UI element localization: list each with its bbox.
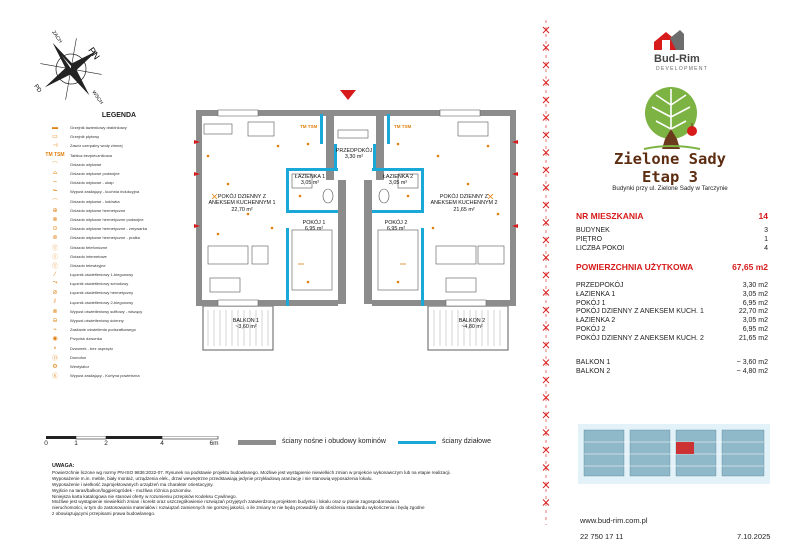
room-area-value: 3,30 m2	[742, 282, 768, 289]
legend-item	[44, 187, 194, 196]
legend-label: Przycisk dzwonka	[70, 336, 102, 342]
scale-tick: 1	[74, 440, 78, 447]
project-title	[590, 150, 750, 186]
floor-plan	[188, 84, 523, 354]
legend-title: LEGENDA	[101, 112, 137, 119]
sealed-double-socket-icon: ⊗	[52, 216, 58, 223]
room-area-value: 3,05 m2	[742, 290, 768, 298]
compass-e: WSCH	[90, 89, 105, 106]
legend-item	[44, 362, 194, 371]
scale-tick: 4	[160, 440, 164, 447]
room-area-label: PRZEDPOKÓJ	[576, 282, 624, 289]
legend-label: Wentylator	[70, 363, 90, 369]
legend-label: Łącznik oświetleniowy 1-biegunowy	[70, 272, 134, 278]
fuse-box-label-1: TM TSM	[300, 124, 318, 129]
legend-item	[44, 261, 194, 270]
wall-swatch-load-bearing	[238, 440, 276, 445]
room-area-label: ŁAZIENKA 2	[576, 317, 616, 325]
room-area-row	[576, 335, 768, 343]
legend-label: Gniazdo wtykowe - okap	[70, 180, 114, 186]
legend-label: Zasilanie oświetlenia podszafkowego	[70, 327, 136, 333]
site-plan-highlight	[676, 442, 694, 454]
project-title-line-1: Zielone Sady	[614, 150, 726, 168]
compass-n: PN	[86, 45, 102, 62]
brand-name: Bud-Rim	[654, 53, 700, 65]
legend-item	[44, 151, 194, 160]
wall-label-load-bearing: ściany nośne i obudowy kominów	[282, 438, 386, 445]
internet-socket-icon: Ⓘ	[51, 254, 58, 261]
legend-label: Gniazdo wtykowe hermetyczne podwójne	[70, 216, 144, 222]
info-value: 4	[764, 245, 768, 252]
room-balkon-2	[459, 318, 485, 331]
legend-item	[44, 160, 194, 169]
room-area: 3,05 m²	[300, 180, 320, 187]
usable-area-value: 67,65 m2	[732, 262, 768, 272]
room-area-row	[576, 308, 768, 316]
fan-icon: ⚙	[52, 363, 58, 370]
info-row-pietro	[576, 236, 768, 244]
room-name: ŁAZIENKA 1	[294, 174, 326, 180]
room-area-row	[576, 291, 768, 299]
room-name: ŁAZIENKA 2	[382, 174, 414, 180]
note-line: Możliwe jest wystąpienie niewielkich zmian i korekt oraz uszczegółowienie rozwiązań przyjętych zatwierdzoną projektem budynku i lokalu oraz w planie zagospodarowania	[52, 499, 399, 505]
room-area: 21,65 m²	[453, 206, 475, 213]
legend-label: Gniazdo wtykowe hermetyczne - zmywarka	[70, 226, 147, 232]
intercom-icon: Ⓓ	[51, 355, 58, 362]
balcony-area-label: BALKON 2	[576, 368, 611, 375]
note-line: Powierzchnie liczone wg normy PN-ISO 9836:2022-07. Rysunek na podstawie projektu budowlanego. Możliwe jest wystąpienie niewielkich zmian w projekcie wykonawczym lub na etapie realizacji.	[52, 469, 451, 475]
floor-plan-drawing	[188, 84, 523, 354]
legend-item	[44, 215, 194, 224]
scale-bar	[40, 436, 220, 456]
footer-url[interactable]: www.bud-rim.com.pl	[580, 516, 648, 525]
phone-socket-icon: Ⓣ	[51, 245, 58, 252]
legend-item	[44, 307, 194, 316]
info-label: LICZBA POKOI	[576, 245, 625, 252]
room-name-line: ANEKSEM KUCHENNYM 2	[430, 200, 498, 207]
room-dzienny-2	[430, 194, 497, 213]
room-name-line: POKÓJ DZIENNY Z	[439, 194, 489, 200]
footer-date: 7.10.2025	[737, 532, 771, 541]
legend-item	[44, 316, 194, 325]
room-area-row	[576, 317, 768, 325]
info-value: 1	[764, 236, 768, 243]
note-line: nieruchomości, w tym do zastosowania materiałów i rozwiązań zamiennych nie gorszej jakości, o ile zmiany te nie będą prowadziły do obniżenia standardu wykończenia i będą zgodne	[52, 505, 425, 511]
balcony-area-row	[576, 359, 768, 367]
note-line: Niniejsza karta katalogowa nie stanowi oferty w rozumieniu przepisów Kodeksu Cywilnego.	[52, 493, 237, 499]
room-area-label: POKÓJ DZIENNY Z ANEKSEM KUCH. 1	[576, 308, 704, 316]
legend-label: Łącznik oświetleniowy schodowy	[70, 281, 129, 287]
info-label: BUDYNEK	[576, 227, 610, 234]
legend-label: Grzejnik łazienkowy drabinkowy	[70, 125, 127, 131]
room-area: ~3,60 m²	[235, 324, 257, 331]
legend-item	[44, 141, 194, 150]
room-area-value: 6,95 m2	[742, 326, 768, 333]
scale-tick: 0	[44, 440, 48, 447]
legend-item	[44, 344, 194, 353]
legend-item	[44, 233, 194, 242]
legend-item	[44, 334, 194, 343]
room-przedpokoj	[336, 148, 373, 161]
legend-label: Gniazdo telewizyjne	[70, 262, 106, 268]
legend-item	[44, 224, 194, 233]
legend-label: Łącznik oświetleniowy hermetyczny	[70, 290, 134, 296]
air-curtain-icon: Ⓚ	[51, 374, 58, 381]
balcony-area-row	[576, 368, 768, 376]
socket-icon: ⌒	[51, 162, 58, 169]
brand-subtitle: DEVELOPMENT	[656, 66, 709, 72]
room-name-line: POKÓJ DZIENNY Z	[217, 194, 267, 200]
legend-item	[44, 371, 194, 380]
legend-label: Gniazdo wtykowe - lodówka	[70, 198, 120, 204]
room-area: 3,30 m²	[344, 154, 364, 161]
room-name: POKÓJ 1	[302, 220, 326, 226]
room-area: 6,95 m²	[386, 226, 406, 233]
note-line: Wyposażenie m.in. meble, biały montaż, urządzenia elek., drzwi wewnętrzne przedstawiają jedynie przykładową aranżację i nie stanowią wyposażenia lokalu.	[52, 475, 373, 481]
legend-item	[44, 288, 194, 297]
note-line: Wyposażenie i wielkość zaprojektowanych urządzeń ma charakter orientacyjny.	[52, 481, 214, 487]
room-area-label: POKÓJ 2	[576, 326, 606, 333]
room-lazienka-1	[295, 174, 325, 187]
legend-label: Grzejnik płytowy	[70, 134, 100, 140]
room-name: PRZEDPOKÓJ	[335, 148, 373, 154]
legend-item	[44, 132, 194, 141]
socket-hood-icon: ⌔	[52, 180, 58, 187]
legend-item	[44, 270, 194, 279]
compass-s: PD	[32, 83, 43, 94]
legend-label: Gniazdo internetowe	[70, 253, 107, 259]
legend-item	[44, 123, 194, 132]
room-area: 3,05 m²	[388, 180, 408, 187]
fuse-box-label-2: TM TSM	[394, 124, 412, 129]
switch-2-icon: ⫽	[53, 298, 57, 305]
footer-phone: 22 750 17 11	[580, 532, 624, 541]
legend-item	[44, 178, 194, 187]
room-dzienny-1	[208, 194, 275, 213]
sealed-socket-icon: ⊕	[52, 207, 58, 214]
switch-sealed-icon: ⊘	[52, 290, 58, 297]
radiator-ladder-icon: ▬	[52, 124, 58, 131]
apartment-number-row	[576, 212, 768, 220]
legend-item	[44, 279, 194, 288]
wall-light-icon: ⊖	[52, 318, 58, 325]
note-line: Wyjście na taras/balkon/loggie/ogródek - możliwa różnica poziomów.	[52, 487, 192, 493]
ceiling-light-icon: ⊗	[52, 308, 58, 315]
note-line: z obowiązującymi przepisami prawa budowlanego.	[52, 511, 156, 517]
legend-label: Gniazdo wtykowe podwójne	[70, 171, 120, 177]
wall-swatch-partition	[398, 441, 436, 444]
usable-area-row	[576, 263, 768, 271]
room-area: ~4,80 m²	[461, 324, 483, 331]
info-label: PIĘTRO	[576, 236, 603, 243]
legend-rows	[44, 123, 194, 380]
legend-label: Tablica bezpiecznikowa	[70, 152, 112, 158]
room-name: BALKON 2	[458, 318, 486, 324]
usable-area-label: POWIERZCHNIA UŻYTKOWA	[576, 262, 694, 272]
room-balkon-1	[233, 318, 259, 331]
balcony-area-label: BALKON 1	[576, 359, 611, 366]
room-area-value: 3,05 m2	[742, 317, 768, 325]
socket-washer-icon: ⊚	[52, 235, 58, 242]
notes	[52, 464, 552, 517]
scale-tick: 2	[104, 440, 108, 447]
socket-dishwasher-icon: ⊙	[52, 226, 58, 233]
room-area-value: 6,95 m2	[742, 299, 768, 307]
switch-stair-icon: ⤳	[52, 280, 58, 287]
apartment-number-label: NR MIESZKANIA	[576, 211, 644, 221]
room-area: 6,95 m²	[304, 226, 324, 233]
room-area-label: POKÓJ DZIENNY Z ANEKSEM KUCH. 2	[576, 334, 704, 342]
room-name: POKÓJ 2	[384, 220, 408, 226]
room-name-line: ANEKSEM KUCHENNYM 1	[208, 200, 276, 207]
room-pokoj-1	[303, 220, 326, 233]
legend-label: Wypust zasilający - Kurtyna powietrzna	[70, 373, 140, 379]
double-socket-icon: ⌓	[52, 170, 58, 177]
legend-label: Wypust oświetleniowy sufitowy - wiszący	[70, 308, 143, 314]
tv-socket-icon: Ⓣ	[51, 263, 58, 270]
room-area-value: 22,70 m2	[738, 308, 768, 316]
compass-rose-icon	[30, 28, 112, 110]
balcony-area-value: ~ 4,80 m2	[736, 368, 768, 375]
legend-label: Dzwonek - bez osprzętu	[70, 345, 113, 351]
water-valve-icon: ⊣	[52, 143, 58, 150]
tree-logo-icon	[630, 85, 712, 153]
project-title-line-2: Etap 3	[642, 168, 698, 186]
page-edge-marks	[538, 20, 554, 525]
legend-label: Gniazdo wtykowe	[70, 161, 102, 167]
room-name: BALKON 1	[232, 318, 260, 324]
room-lazienka-2	[383, 174, 413, 187]
scale-tick: 6m	[209, 440, 219, 447]
site-plan-map	[578, 424, 770, 484]
legend-label: Domofon	[70, 354, 87, 360]
switch-1-icon: ⁄	[54, 271, 56, 278]
apartment-number-value: 14	[758, 211, 768, 221]
room-area-row	[576, 326, 768, 334]
entrance-arrow-icon	[340, 90, 356, 100]
legend	[44, 112, 194, 380]
legend-label: Gniazdo wtykowe hermetyczne - pralka	[70, 235, 140, 241]
legend-label: Łącznik oświetleniowy 2-biegunowy	[70, 299, 134, 305]
room-area-value: 21,65 m2	[738, 334, 768, 342]
wall-legend	[238, 440, 538, 460]
room-area: 22,70 m²	[231, 206, 253, 213]
legend-item	[44, 298, 194, 307]
legend-label: Wypust zasilający - kuchnia indukcyjna	[70, 189, 140, 195]
bell-button-icon: ◉	[52, 336, 58, 343]
legend-item	[44, 206, 194, 215]
fuse-box-icon: TM TSM	[45, 151, 65, 158]
compass-w: ZACH	[50, 29, 64, 45]
legend-item	[44, 252, 194, 261]
cabinet-light-icon: ⌁	[53, 327, 57, 334]
legend-item	[44, 325, 194, 334]
room-area-label: ŁAZIENKA 1	[576, 290, 616, 298]
project-subtitle: Budynki przy ul. Zielone Sady w Tarczynie	[612, 185, 728, 192]
legend-item	[44, 197, 194, 206]
socket-fridge-icon: ⌒	[51, 199, 58, 206]
legend-label: Zawór czerpalny wody zimnej	[70, 143, 123, 149]
bell-icon: ⚬	[52, 345, 58, 352]
wall-label-partition: ściany działowe	[442, 438, 492, 445]
room-area-row	[576, 300, 768, 308]
legend-label: Gniazdo telefoniczne	[70, 244, 108, 250]
info-row-liczba-pokoi	[576, 245, 768, 253]
room-area-label: POKÓJ 1	[576, 299, 606, 307]
legend-label: Wypust oświetleniowy ścienny	[70, 318, 124, 324]
legend-label: Gniazdo wtykowe hermetyczne	[70, 207, 126, 213]
legend-item	[44, 242, 194, 251]
legend-item	[44, 353, 194, 362]
balcony-area-value: ~ 3,60 m2	[736, 359, 768, 366]
room-pokoj-2	[385, 220, 408, 233]
induction-outlet-icon: ⏦	[52, 188, 58, 195]
info-value: 3	[764, 227, 768, 234]
legend-item	[44, 169, 194, 178]
room-area-row	[576, 282, 768, 290]
radiator-panel-icon: ▭	[52, 134, 58, 141]
info-row-budynek	[576, 227, 768, 235]
notes-title: UWAGA:	[52, 463, 75, 469]
